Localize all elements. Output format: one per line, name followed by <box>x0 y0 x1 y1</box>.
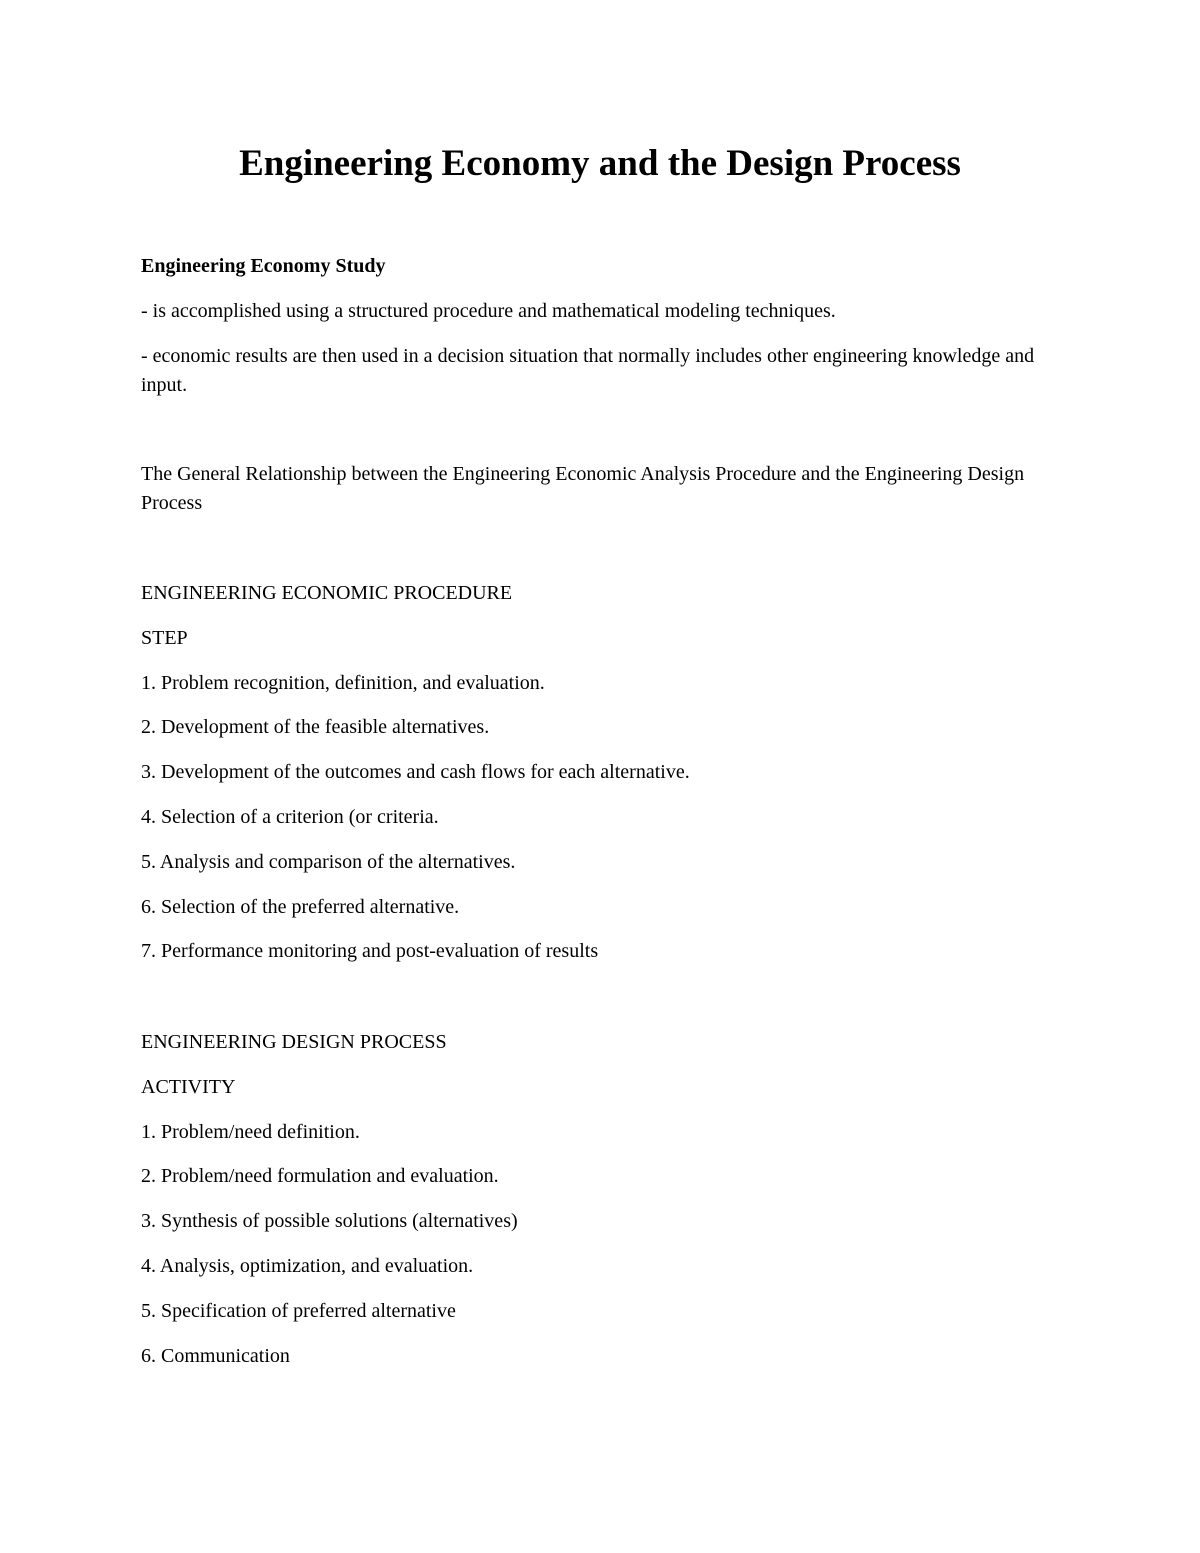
design-activity: 2. Problem/need formulation and evaluation. <box>141 1165 499 1187</box>
design-activity: 6. Communication <box>141 1345 290 1367</box>
procedure-column-label: STEP <box>141 627 188 649</box>
design-column-label: ACTIVITY <box>141 1076 236 1098</box>
relationship-paragraph: The General Relationship between the Engineering Economic Analysis Procedure and the Engineering Design Process <box>141 463 1025 514</box>
design-activity: 3. Synthesis of possible solutions (alternatives) <box>141 1210 518 1232</box>
procedure-step: 4. Selection of a criterion (or criteria. <box>141 806 439 828</box>
procedure-step: 1. Problem recognition, definition, and evaluation. <box>141 672 545 694</box>
procedure-step: 6. Selection of the preferred alternative. <box>141 896 460 918</box>
procedure-heading: ENGINEERING ECONOMIC PROCEDURE <box>141 582 513 604</box>
design-activity: 4. Analysis, optimization, and evaluation. <box>141 1255 474 1277</box>
study-heading: Engineering Economy Study <box>141 255 386 277</box>
study-bullet: - is accomplished using a structured procedure and mathematical modeling techniques. <box>141 300 836 322</box>
document-title: Engineering Economy and the Design Process <box>239 143 961 184</box>
procedure-step: 7. Performance monitoring and post-evaluation of results <box>141 940 599 962</box>
procedure-step: 5. Analysis and comparison of the alternatives. <box>141 851 516 873</box>
procedure-step: 2. Development of the feasible alternatives. <box>141 716 490 738</box>
procedure-step: 3. Development of the outcomes and cash flows for each alternative. <box>141 761 690 783</box>
study-bullet: - economic results are then used in a decision situation that normally includes other engineering knowledge and input. <box>141 345 1035 396</box>
design-activity: 5. Specification of preferred alternative <box>141 1300 456 1322</box>
design-activity: 1. Problem/need definition. <box>141 1121 360 1143</box>
design-heading: ENGINEERING DESIGN PROCESS <box>141 1031 447 1053</box>
